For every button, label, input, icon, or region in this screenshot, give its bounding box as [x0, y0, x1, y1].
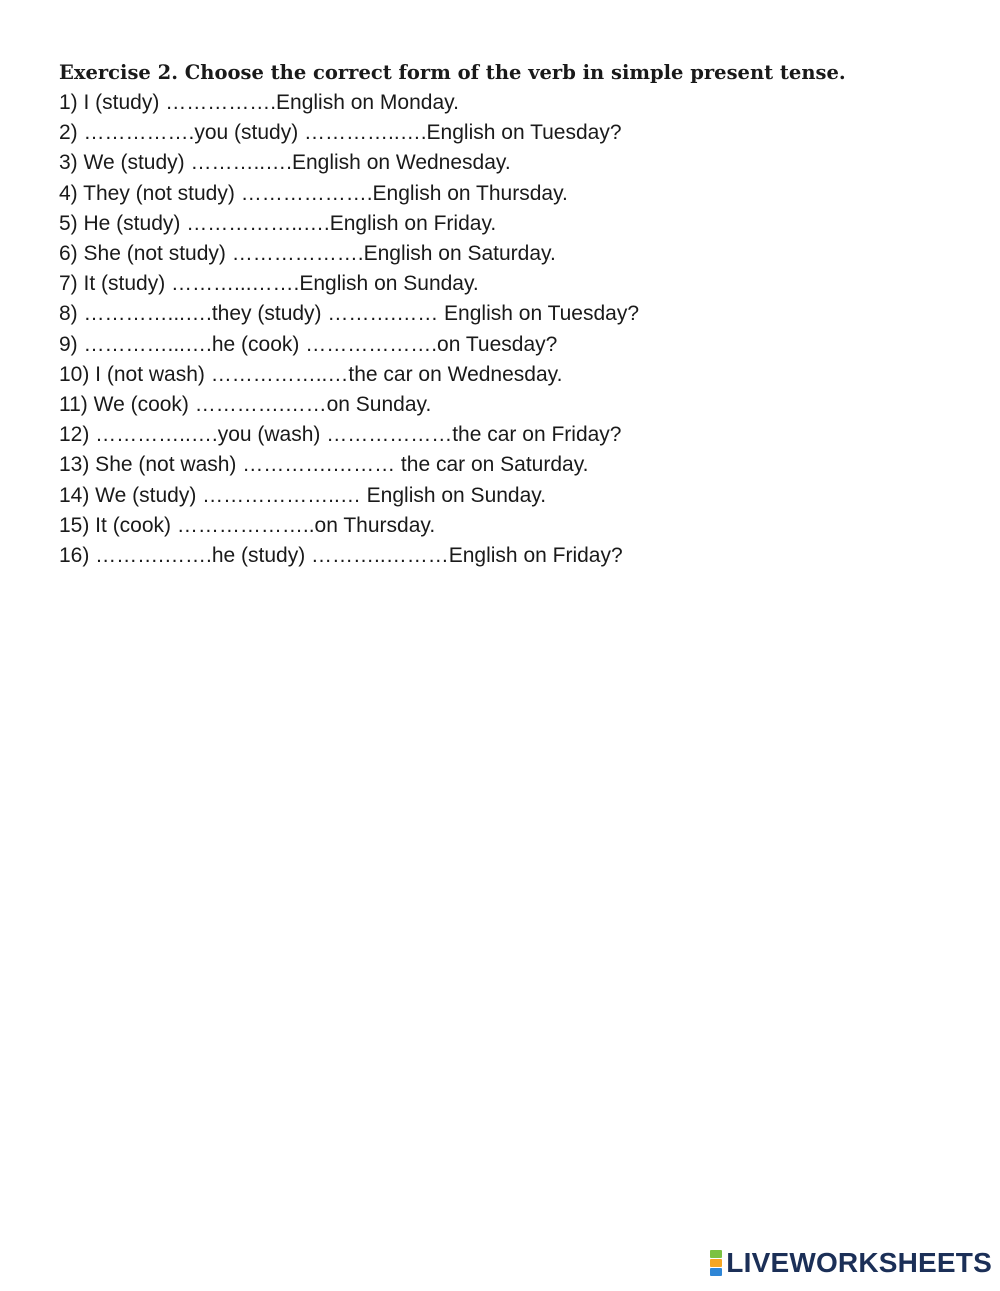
liveworksheets-logo-icon: [710, 1250, 722, 1276]
logo-block: [710, 1250, 722, 1258]
exercise-item: 9) …………...….he (cook) ……………….on Tuesday?: [59, 332, 558, 356]
exercise-item: 14) We (study) ………………..… English on Sunday.: [59, 483, 547, 507]
exercise-item: 4) They (not study) ……………….English on Thursday.: [59, 181, 568, 205]
exercise-item: 8) …………...….they (study) ……….…… English on Tuesday?: [59, 302, 640, 326]
exercise-item: 11) We (cook) ………….……on Sunday.: [59, 393, 432, 417]
exercise-item: 3) We (study) ………..….English on Wednesday.: [59, 151, 511, 175]
exercise-item: 1) I (study) …………….English on Monday.: [59, 91, 459, 114]
logo-block: [710, 1259, 722, 1267]
exercise-item: 6) She (not study) ……………….English on Saturday.: [59, 242, 556, 266]
exercise-item: 13) She (not wash) ………….……… the car on Saturday.: [59, 453, 589, 477]
exercise-item: 10) I (not wash) ……………..…the car on Wednesday.: [59, 362, 563, 386]
logo-block: [710, 1268, 722, 1276]
exercise-item: 2) …………….you (study) …………..….English on Tuesday?: [59, 121, 622, 145]
exercise-list: [59, 88, 959, 571]
exercise-item: 7) It (study) ………...…….English on Sunday.: [59, 272, 479, 296]
exercise-title: Exercise 2. Choose the correct form of the verb in simple present tense.: [59, 61, 846, 84]
liveworksheets-brand: [710, 1249, 992, 1277]
brand-name: LIVEWORKSHEETS: [726, 1247, 992, 1278]
worksheet: [59, 60, 959, 571]
exercise-item: 15) It (cook) ………………..on Thursday.: [59, 513, 436, 537]
exercise-item: 12) …………..….you (wash) ………………the car on Friday?: [59, 423, 622, 447]
exercise-item: 5) He (study) ……………..….English on Friday.: [59, 211, 497, 235]
exercise-item: 16) ……….…….he (study) ………..………English on Friday?: [59, 544, 623, 568]
